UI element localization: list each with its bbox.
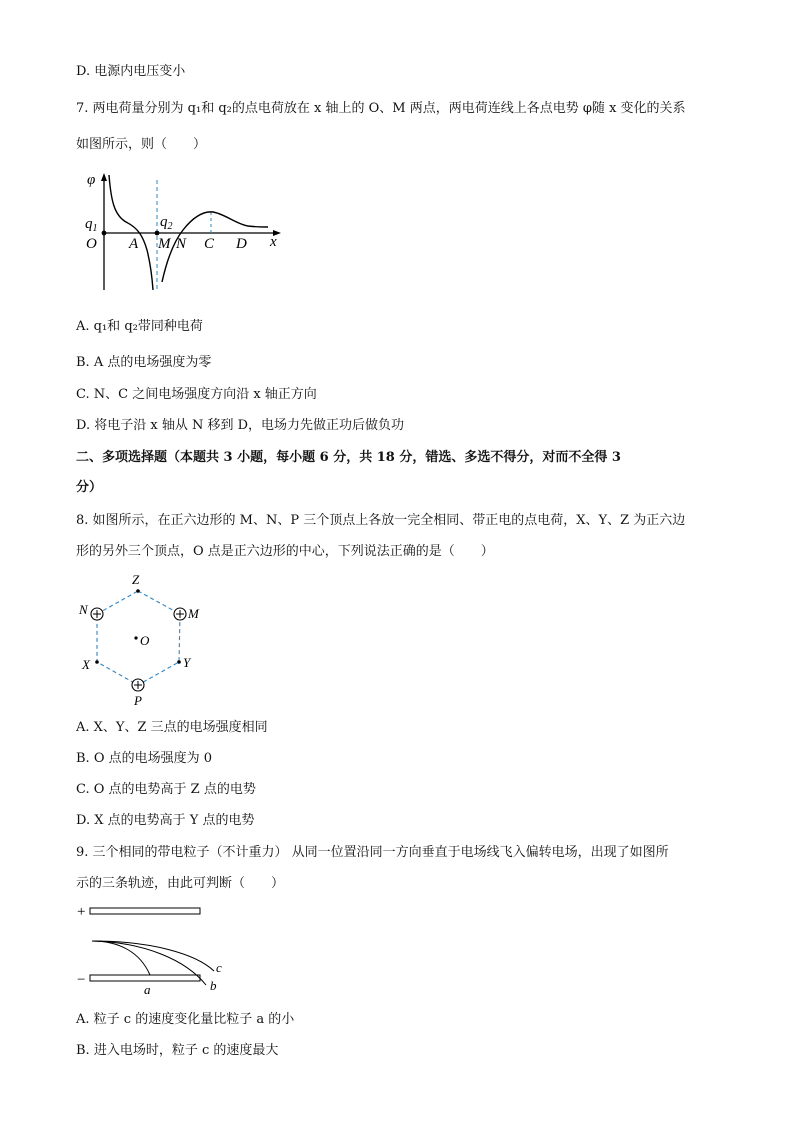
q8-stem-line1: 8. 如图所示，在正六边形的 M、N、P 三个顶点上各放一完全相同、带正电的点电荷，X、Y、Z 为正六边 — [76, 513, 686, 528]
q9-option-a: A. 粒子 c 的速度变化量比粒子 a 的小 — [76, 1012, 295, 1027]
q7-label-C: C — [204, 236, 215, 252]
q7-label-M: M — [158, 236, 171, 252]
q9-deflection-figure — [74, 900, 244, 1000]
q7-option-b: B. A 点的电场强度为零 — [76, 355, 212, 370]
q8-label-M: M — [188, 606, 199, 621]
q8-label-O: O — [140, 633, 150, 648]
q8-stem-line2: 形的另外三个顶点，O 点是正六边形的中心，下列说法正确的是（ ） — [76, 544, 494, 559]
section2-heading-line2: 分） — [76, 480, 103, 495]
q9-plus-sign: + — [77, 904, 86, 920]
q7-stem-line2: 如图所示，则（ ） — [76, 137, 207, 152]
q8-option-d: D. X 点的电势高于 Y 点的电势 — [76, 813, 255, 828]
q8-option-c: C. O 点的电势高于 Z 点的电势 — [76, 782, 256, 797]
section2-heading-line1: 二、多项选择题（本题共 3 小题，每小题 6 分，共 18 分，错选、多选不得分，对而不全得 3 — [76, 450, 621, 465]
q7-label-q1: $q_1$ — [85, 216, 98, 234]
q8-option-a: A. X、Y、Z 三点的电场强度相同 — [76, 720, 268, 735]
q7-potential-graph — [80, 170, 290, 295]
q7-option-d: D. 将电子沿 x 轴从 N 移到 D，电场力先做正功后做负功 — [76, 418, 405, 433]
q8-label-N: N — [79, 602, 88, 617]
q8-label-P: P — [134, 693, 142, 708]
q9-label-b: b — [210, 978, 217, 993]
q9-minus-sign: − — [77, 972, 86, 988]
q7-label-N: N — [176, 236, 187, 252]
q8-label-X: X — [82, 657, 90, 672]
q7-stem-line1: 7. 两电荷量分别为 q₁和 q₂的点电荷放在 x 轴上的 O、M 两点，两电荷连线上各点电势 φ随 x 变化的关系 — [76, 101, 686, 116]
q7-label-q2: $q_2$ — [160, 214, 173, 232]
q9-stem-line1: 9. 三个相同的带电粒子（不计重力） 从同一位置沿同一方向垂直于电场线飞入偏转电场，出现了如图所 — [76, 845, 669, 860]
q7-label-O: O — [86, 236, 97, 252]
q8-option-b: B. O 点的电场强度为 0 — [76, 751, 213, 766]
q7-label-D: D — [236, 236, 247, 252]
q7-label-phi: φ — [87, 172, 96, 188]
q6-option-d: D. 电源内电压变小 — [76, 64, 186, 79]
q9-option-b: B. 进入电场时，粒子 c 的速度最大 — [76, 1043, 279, 1058]
q7-option-c: C. N、C 之间电场强度方向沿 x 轴正方向 — [76, 387, 317, 402]
q8-label-Y: Y — [183, 655, 191, 670]
q9-label-a: a — [144, 982, 151, 997]
q8-label-Z: Z — [132, 572, 140, 587]
q7-label-x: x — [270, 234, 277, 250]
q8-hexagon-figure — [72, 570, 212, 710]
q7-option-a: A. q₁和 q₂带同种电荷 — [76, 319, 203, 334]
q9-stem-line2: 示的三条轨迹，由此可判断（ ） — [76, 876, 285, 891]
q7-label-A: A — [129, 236, 139, 252]
q9-label-c: c — [216, 960, 222, 975]
